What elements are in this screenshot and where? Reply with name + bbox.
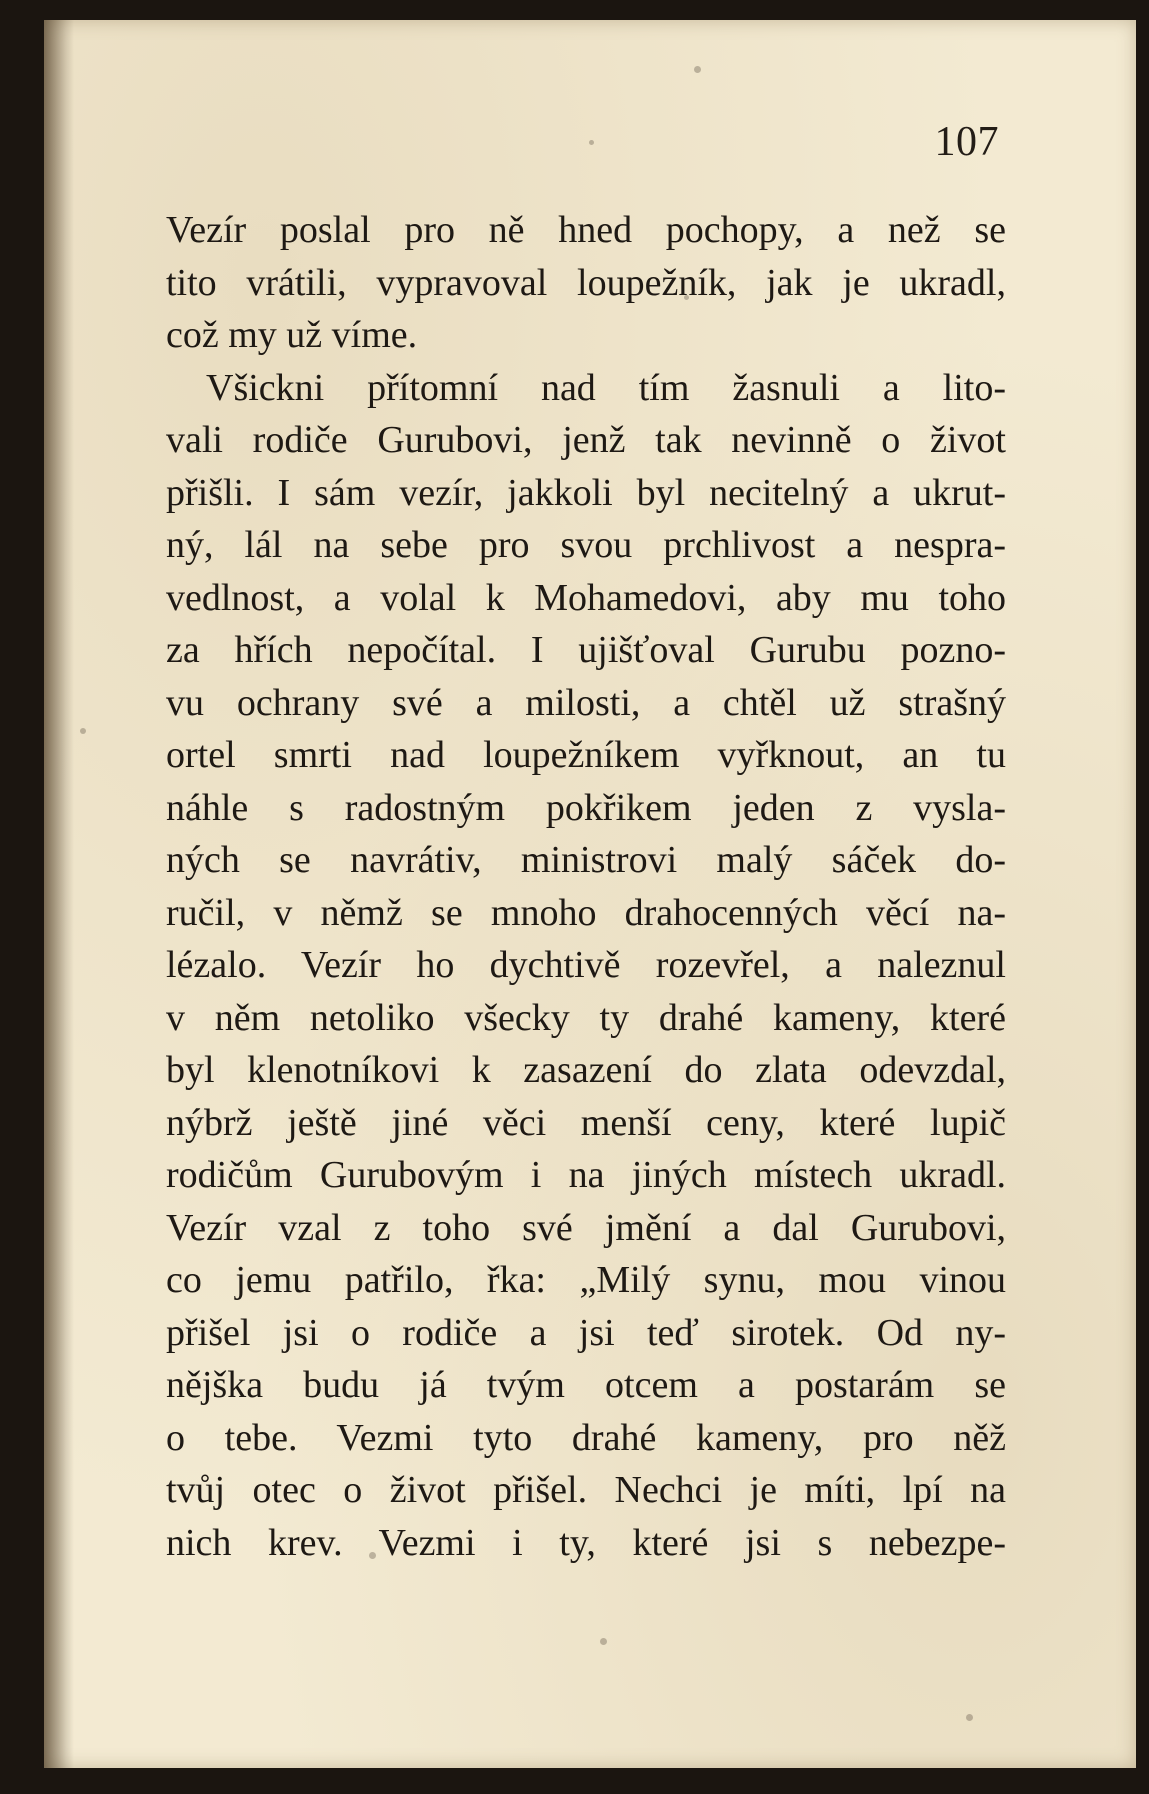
text-line: lézalo. Vezír ho dychtivě rozevřel, a naleznul	[166, 944, 1006, 986]
text-line: Vezír poslal pro ně hned pochopy, a než se	[166, 209, 1006, 251]
text-line: náhle s radostným pokřikem jeden z vysla-	[166, 786, 1006, 829]
text-line: co jemu patřilo, řka: „Milý synu, mou vinou	[166, 1259, 1006, 1301]
text-line: vali rodiče Gurubovi, jenž tak nevinně o život	[166, 419, 1006, 461]
paper-speck	[684, 295, 689, 300]
text-line: ných se navrátiv, ministrovi malý sáček do-	[166, 839, 1006, 881]
paper-speck	[369, 1552, 376, 1559]
paper-speck	[694, 66, 701, 73]
paper-speck	[80, 728, 86, 734]
spine-shadow	[44, 20, 74, 1768]
paper-speck	[966, 1714, 973, 1721]
text-line: Vezír vzal z toho své jmění a dal Gurubovi,	[166, 1206, 1006, 1249]
page-number: 107	[934, 119, 999, 165]
text-line: v něm netoliko všecky ty drahé kameny, které	[166, 996, 1006, 1039]
text-line: tvůj otec o život přišel. Nechci je míti, lpí na	[166, 1469, 1006, 1511]
text-line: ný, lál na sebe pro svou prchlivost a nespra-	[166, 524, 1006, 566]
text-line: za hřích nepočítal. I ujišťoval Gurubu pozno-	[166, 629, 1006, 671]
text-line: vu ochrany své a milosti, a chtěl už strašný	[166, 681, 1006, 724]
paper-speck	[589, 140, 594, 145]
text-line: tito vrátili, vypravoval loupežník, jak je ukradl,	[166, 261, 1006, 304]
text-line: ručil, v němž se mnoho drahocenných věcí na-	[166, 891, 1006, 934]
text-line: nich krev. Vezmi i ty, které jsi s nebezpe-	[166, 1521, 1006, 1564]
book-page	[44, 20, 1136, 1768]
body-text	[166, 204, 1006, 1569]
text-line: vedlnost, a volal k Mohamedovi, aby mu toho	[166, 576, 1006, 619]
text-line: Všickni přítomní nad tím žasnuli a lito-	[206, 366, 1006, 409]
text-line: což my už víme.	[166, 314, 418, 356]
text-line: přišli. I sám vezír, jakkoli byl necitelný a ukrut-	[166, 471, 1006, 514]
text-line: ortel smrti nad loupežníkem vyřknout, an tu	[166, 734, 1006, 776]
text-line: byl klenotníkovi k zasazení do zlata odevzdal,	[166, 1049, 1006, 1091]
paper-speck	[600, 1638, 607, 1645]
text-line: přišel jsi o rodiče a jsi teď sirotek. Od ny-	[166, 1311, 1006, 1354]
text-line: rodičům Gurubovým i na jiných místech ukradl.	[166, 1154, 1006, 1196]
text-line: o tebe. Vezmi tyto drahé kameny, pro něž	[166, 1416, 1006, 1459]
text-line: nějška budu já tvým otcem a postarám se	[166, 1364, 1006, 1406]
text-line: nýbrž ještě jiné věci menší ceny, které lupič	[166, 1101, 1006, 1144]
